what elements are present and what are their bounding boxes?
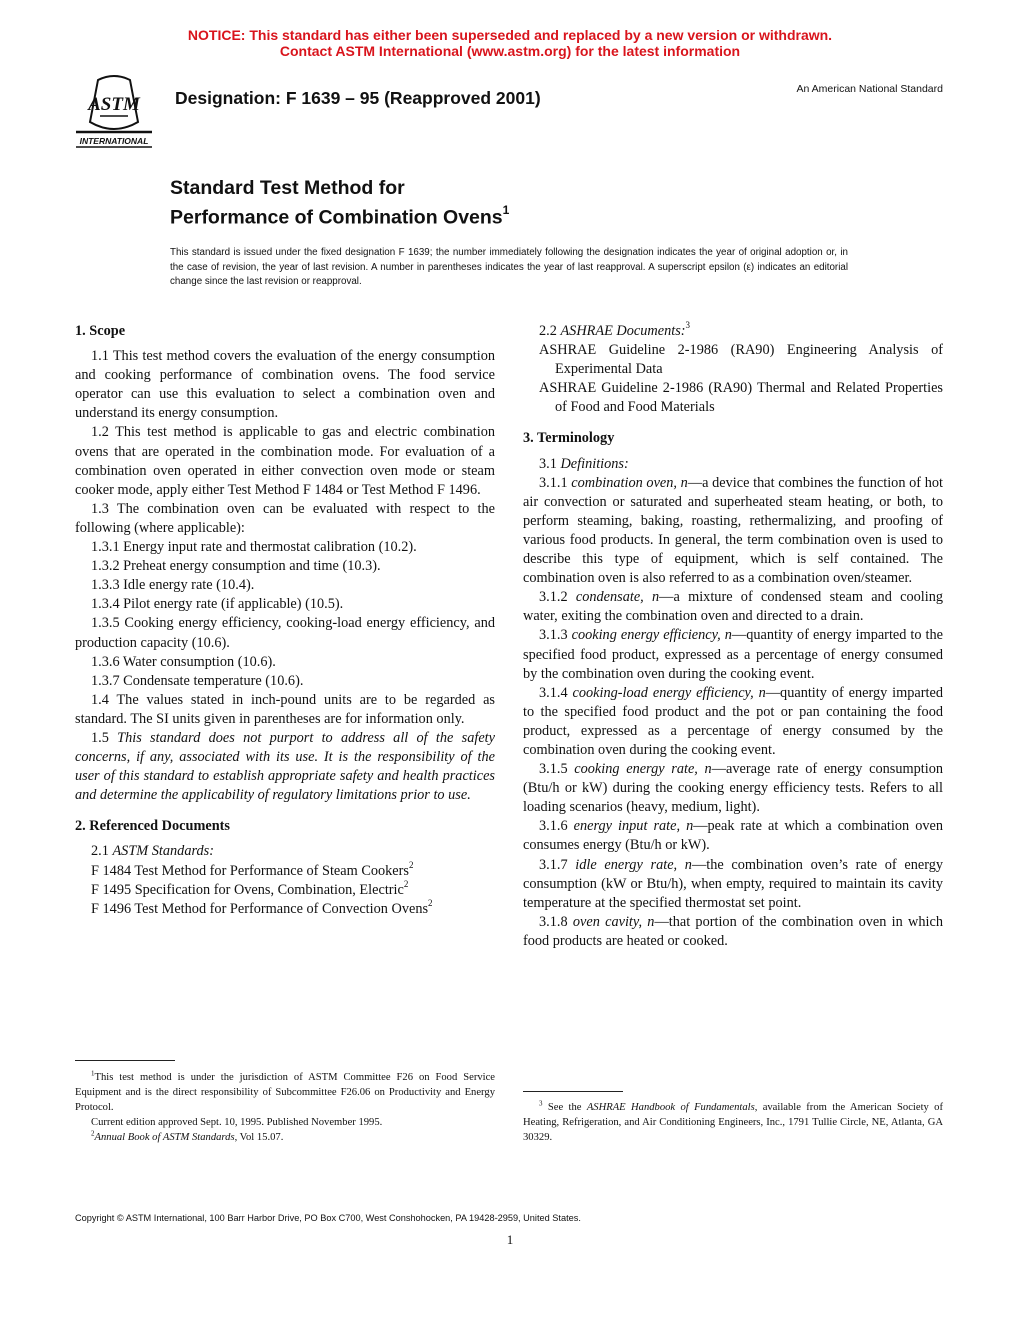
def-term: cooking energy efficiency, n bbox=[571, 627, 732, 644]
def-3-1-3 bbox=[523, 626, 943, 683]
def-3-1-2 bbox=[523, 588, 943, 626]
scope-heading: 1. Scope bbox=[75, 323, 126, 339]
def-num: 3.1.8 bbox=[539, 913, 568, 930]
preamble: This standard is issued under the fixed designation F 1639; the number immediately following the designation indicates the year of original adoption or, in the case of revision, the year of last revision. A number in parentheses indicates the year of last reapproval. A superscript epsilon (ε) indicates an editorial change since the last revision or reapproval. bbox=[170, 247, 848, 287]
item-1-3-4: 1.3.4 Pilot energy rate (if applicable) (10.5). bbox=[91, 596, 344, 613]
right-column bbox=[523, 322, 943, 951]
para-1-1: 1.1 This test method covers the evaluation of the energy consumption and cooking performance of combination ovens. The food service operator can use this evaluation to select a combination oven and understand its energy consumption. bbox=[75, 348, 495, 422]
def-term: cooking energy rate, n bbox=[574, 761, 712, 778]
para-2-2 bbox=[523, 322, 943, 341]
def-3-1-4 bbox=[523, 684, 943, 760]
astm-ref-sup: 2 bbox=[408, 859, 414, 870]
para-1-5-num: 1.5 bbox=[91, 729, 109, 746]
def-text: —peak rate at which a combination oven consumes energy (Btu/h or kW). bbox=[523, 818, 943, 854]
def-text: —the combination oven’s rate of energy consumption (kW or Btu/h), when empty, required to maintain its cavity temperature at the specified thermostat set point. bbox=[523, 856, 944, 911]
american-national-standard: An American National Standard bbox=[796, 83, 943, 95]
para-1-5 bbox=[75, 729, 495, 805]
footnote-3-rest: , available from the American Society of Heating, Refrigeration, and Air Conditioning Engineers, Inc., 1791 Tullie Circle, NE, Atlanta, GA 30329. bbox=[523, 1102, 943, 1143]
title-line-2 bbox=[170, 200, 509, 230]
def-num: 3.1.6 bbox=[539, 818, 568, 835]
para-2-2-label: ASHRAE Documents: bbox=[560, 323, 686, 339]
copyright: Copyright © ASTM International, 100 Barr Harbor Drive, PO Box C700, West Conshohocken, PA 19428-2959, United States. bbox=[75, 1213, 581, 1223]
def-term: oven cavity, n bbox=[572, 913, 655, 930]
def-num: 3.1.1 bbox=[539, 474, 568, 491]
item-1-3-2: 1.3.2 Preheat energy consumption and time (10.3). bbox=[91, 558, 381, 575]
item-1-3-3: 1.3.3 Idle energy rate (10.4). bbox=[91, 577, 255, 594]
para-2-1 bbox=[75, 842, 495, 861]
footnote-1-text: This test method is under the jurisdiction of ASTM Committee F26 on Food Service Equipment and is the direct responsibility of Subcommittee F26.06 on Productivity and Energy Protocol. bbox=[75, 1072, 495, 1113]
footnote-1-mark: 1 bbox=[91, 1069, 95, 1078]
para-3-1-label: Definitions: bbox=[560, 455, 629, 472]
astm-logo-icon bbox=[68, 74, 160, 150]
para-1-5-text: This standard does not purport to address all of the safety concerns, if any, associated with its use. It is the responsibility of the user of this standard to establish appropriate safety and health practices and determine the applicability of regulatory limitations prior to use. bbox=[75, 729, 495, 804]
designation: Designation: F 1639 – 95 (Reapproved 2001) bbox=[175, 88, 541, 108]
para-2-2-num: 2.2 bbox=[539, 323, 557, 339]
def-text: —that portion of the combination oven in which food products are heated or cooked. bbox=[523, 913, 943, 949]
def-text: —a device that combines the function of hot air convection or saturated and superheated steam heating, or both, to perform steaming, baking, roasting, rethermalizing, and proofing of various food products. In general, the term combination oven is used to describe this type of equipment, which is self contained. The combination oven is also referred to as a combination oven/steamer. bbox=[523, 474, 944, 587]
footnote-2-mark: 2 bbox=[91, 1129, 95, 1138]
title-footnote-mark: 1 bbox=[502, 203, 510, 217]
def-num: 3.1.5 bbox=[539, 761, 568, 778]
para-2-1-num: 2.1 bbox=[91, 843, 109, 860]
para-3-1-num: 3.1 bbox=[539, 455, 557, 472]
astm-ref-f1496 bbox=[75, 897, 495, 919]
footnote-3-mark: 3 bbox=[539, 1099, 543, 1108]
footnote-rule-left bbox=[75, 1060, 175, 1061]
def-term: condensate, n bbox=[575, 589, 660, 606]
footnotes-right bbox=[523, 1100, 943, 1145]
footnote-2 bbox=[75, 1130, 495, 1145]
def-3-1-6 bbox=[523, 817, 943, 855]
def-3-1-7 bbox=[523, 856, 943, 913]
footnotes-left bbox=[75, 1070, 495, 1145]
para-3-1 bbox=[523, 455, 943, 474]
def-text: —a mixture of condensed steam and cooling water, exiting the combination oven and directed to a drain. bbox=[523, 589, 943, 625]
footnote-3-title: ASHRAE Handbook of Fundamentals bbox=[586, 1102, 755, 1113]
astm-ref-sup: 2 bbox=[428, 897, 433, 908]
para-1-3: 1.3 The combination oven can be evaluated with respect to the following (where applicable): bbox=[75, 500, 495, 536]
def-num: 3.1.4 bbox=[539, 684, 568, 701]
def-term: energy input rate, n bbox=[573, 818, 694, 835]
left-column bbox=[75, 322, 495, 919]
footnote-3 bbox=[523, 1100, 943, 1145]
def-term: cooking-load energy efficiency, n bbox=[572, 684, 766, 701]
footnote-1-edition: Current edition approved Sept. 10, 1995. Published November 1995. bbox=[91, 1117, 383, 1128]
def-text: —quantity of energy imparted to the specified food product and the pot or pan containing the food product, expressed as a percentage of energy consumed by the combination oven during the cooking event. bbox=[523, 684, 943, 758]
def-3-1-5 bbox=[523, 760, 943, 817]
para-2-1-label: ASTM Standards: bbox=[112, 843, 214, 860]
notice-line-1: NOTICE: This standard has either been superseded and replaced by a new version or withdrawn. bbox=[187, 27, 833, 43]
astm-ref-f1495 bbox=[75, 878, 495, 900]
def-term: combination oven, n bbox=[571, 474, 688, 491]
footnote-1 bbox=[75, 1070, 495, 1115]
logo-letters: ASTM bbox=[88, 94, 140, 115]
ashrae-ref-1: ASHRAE Guideline 2-1986 (RA90) Engineering Analysis of Experimental Data bbox=[539, 342, 943, 378]
astm-logo bbox=[68, 74, 160, 150]
page-number: 1 bbox=[506, 1232, 514, 1247]
para-1-4: 1.4 The values stated in inch-pound units are to be regarded as standard. The SI units given in parentheses are for information only. bbox=[75, 691, 495, 727]
astm-ref-f1484 bbox=[75, 859, 495, 881]
notice-line-2: Contact ASTM International (www.astm.org) for the latest information bbox=[279, 43, 741, 59]
def-num: 3.1.7 bbox=[539, 856, 568, 873]
item-1-3-5: 1.3.5 Cooking energy efficiency, cooking-load energy efficiency, and production capacity (10.6). bbox=[75, 615, 495, 651]
title-line-2-text: Performance of Combination Ovens bbox=[170, 206, 503, 229]
def-term: idle energy rate, n bbox=[575, 856, 692, 873]
ashrae-ref-2: ASHRAE Guideline 2-1986 (RA90) Thermal and Related Properties of Food and Food Materials bbox=[539, 380, 943, 416]
footnote-rule-right bbox=[523, 1091, 623, 1092]
def-3-1-1 bbox=[523, 474, 943, 589]
footnote-2-rest: , Vol 15.07. bbox=[234, 1132, 284, 1143]
def-text: —quantity of energy imparted to the specified food product, expressed as a percentage of energy consumed by the combination oven during the cooking event. bbox=[523, 627, 943, 682]
footnote-2-title: Annual Book of ASTM Standards bbox=[94, 1132, 235, 1143]
astm-ref-sup: 2 bbox=[403, 878, 409, 889]
item-1-3-1: 1.3.1 Energy input rate and thermostat calibration (10.2). bbox=[91, 539, 417, 556]
title-line-1: Standard Test Method for bbox=[170, 177, 405, 199]
def-num: 3.1.3 bbox=[539, 627, 568, 644]
astm-ref-text: F 1496 Test Method for Performance of Convection Ovens bbox=[91, 900, 429, 917]
item-1-3-7: 1.3.7 Condensate temperature (10.6). bbox=[91, 672, 304, 689]
para-2-2-sup: 3 bbox=[685, 320, 691, 331]
para-1-2: 1.2 This test method is applicable to gas and electric combination ovens that are operated in the combination mode. For evaluation of a combination oven operated in either convection oven mode or steam cooker mode, apply either Test Method F 1484 or Test Method F 1496. bbox=[75, 424, 495, 498]
def-3-1-8 bbox=[523, 913, 943, 951]
footnote-3-pre: See the bbox=[547, 1102, 587, 1113]
astm-ref-text: F 1484 Test Method for Performance of Steam Cookers bbox=[91, 862, 409, 879]
refdocs-heading: 2. Referenced Documents bbox=[75, 818, 230, 835]
astm-ref-text: F 1495 Specification for Ovens, Combination, Electric bbox=[91, 881, 404, 898]
terminology-heading: 3. Terminology bbox=[523, 430, 615, 447]
def-text: —average rate of energy consumption (Btu/h or kW) during the cooking energy efficiency tests. Refers to all loading scenarios (heavy, medium, light). bbox=[523, 761, 943, 816]
logo-caption: INTERNATIONAL bbox=[79, 136, 149, 146]
document-title bbox=[170, 176, 509, 230]
def-num: 3.1.2 bbox=[539, 589, 568, 606]
item-1-3-6: 1.3.6 Water consumption (10.6). bbox=[91, 653, 276, 670]
